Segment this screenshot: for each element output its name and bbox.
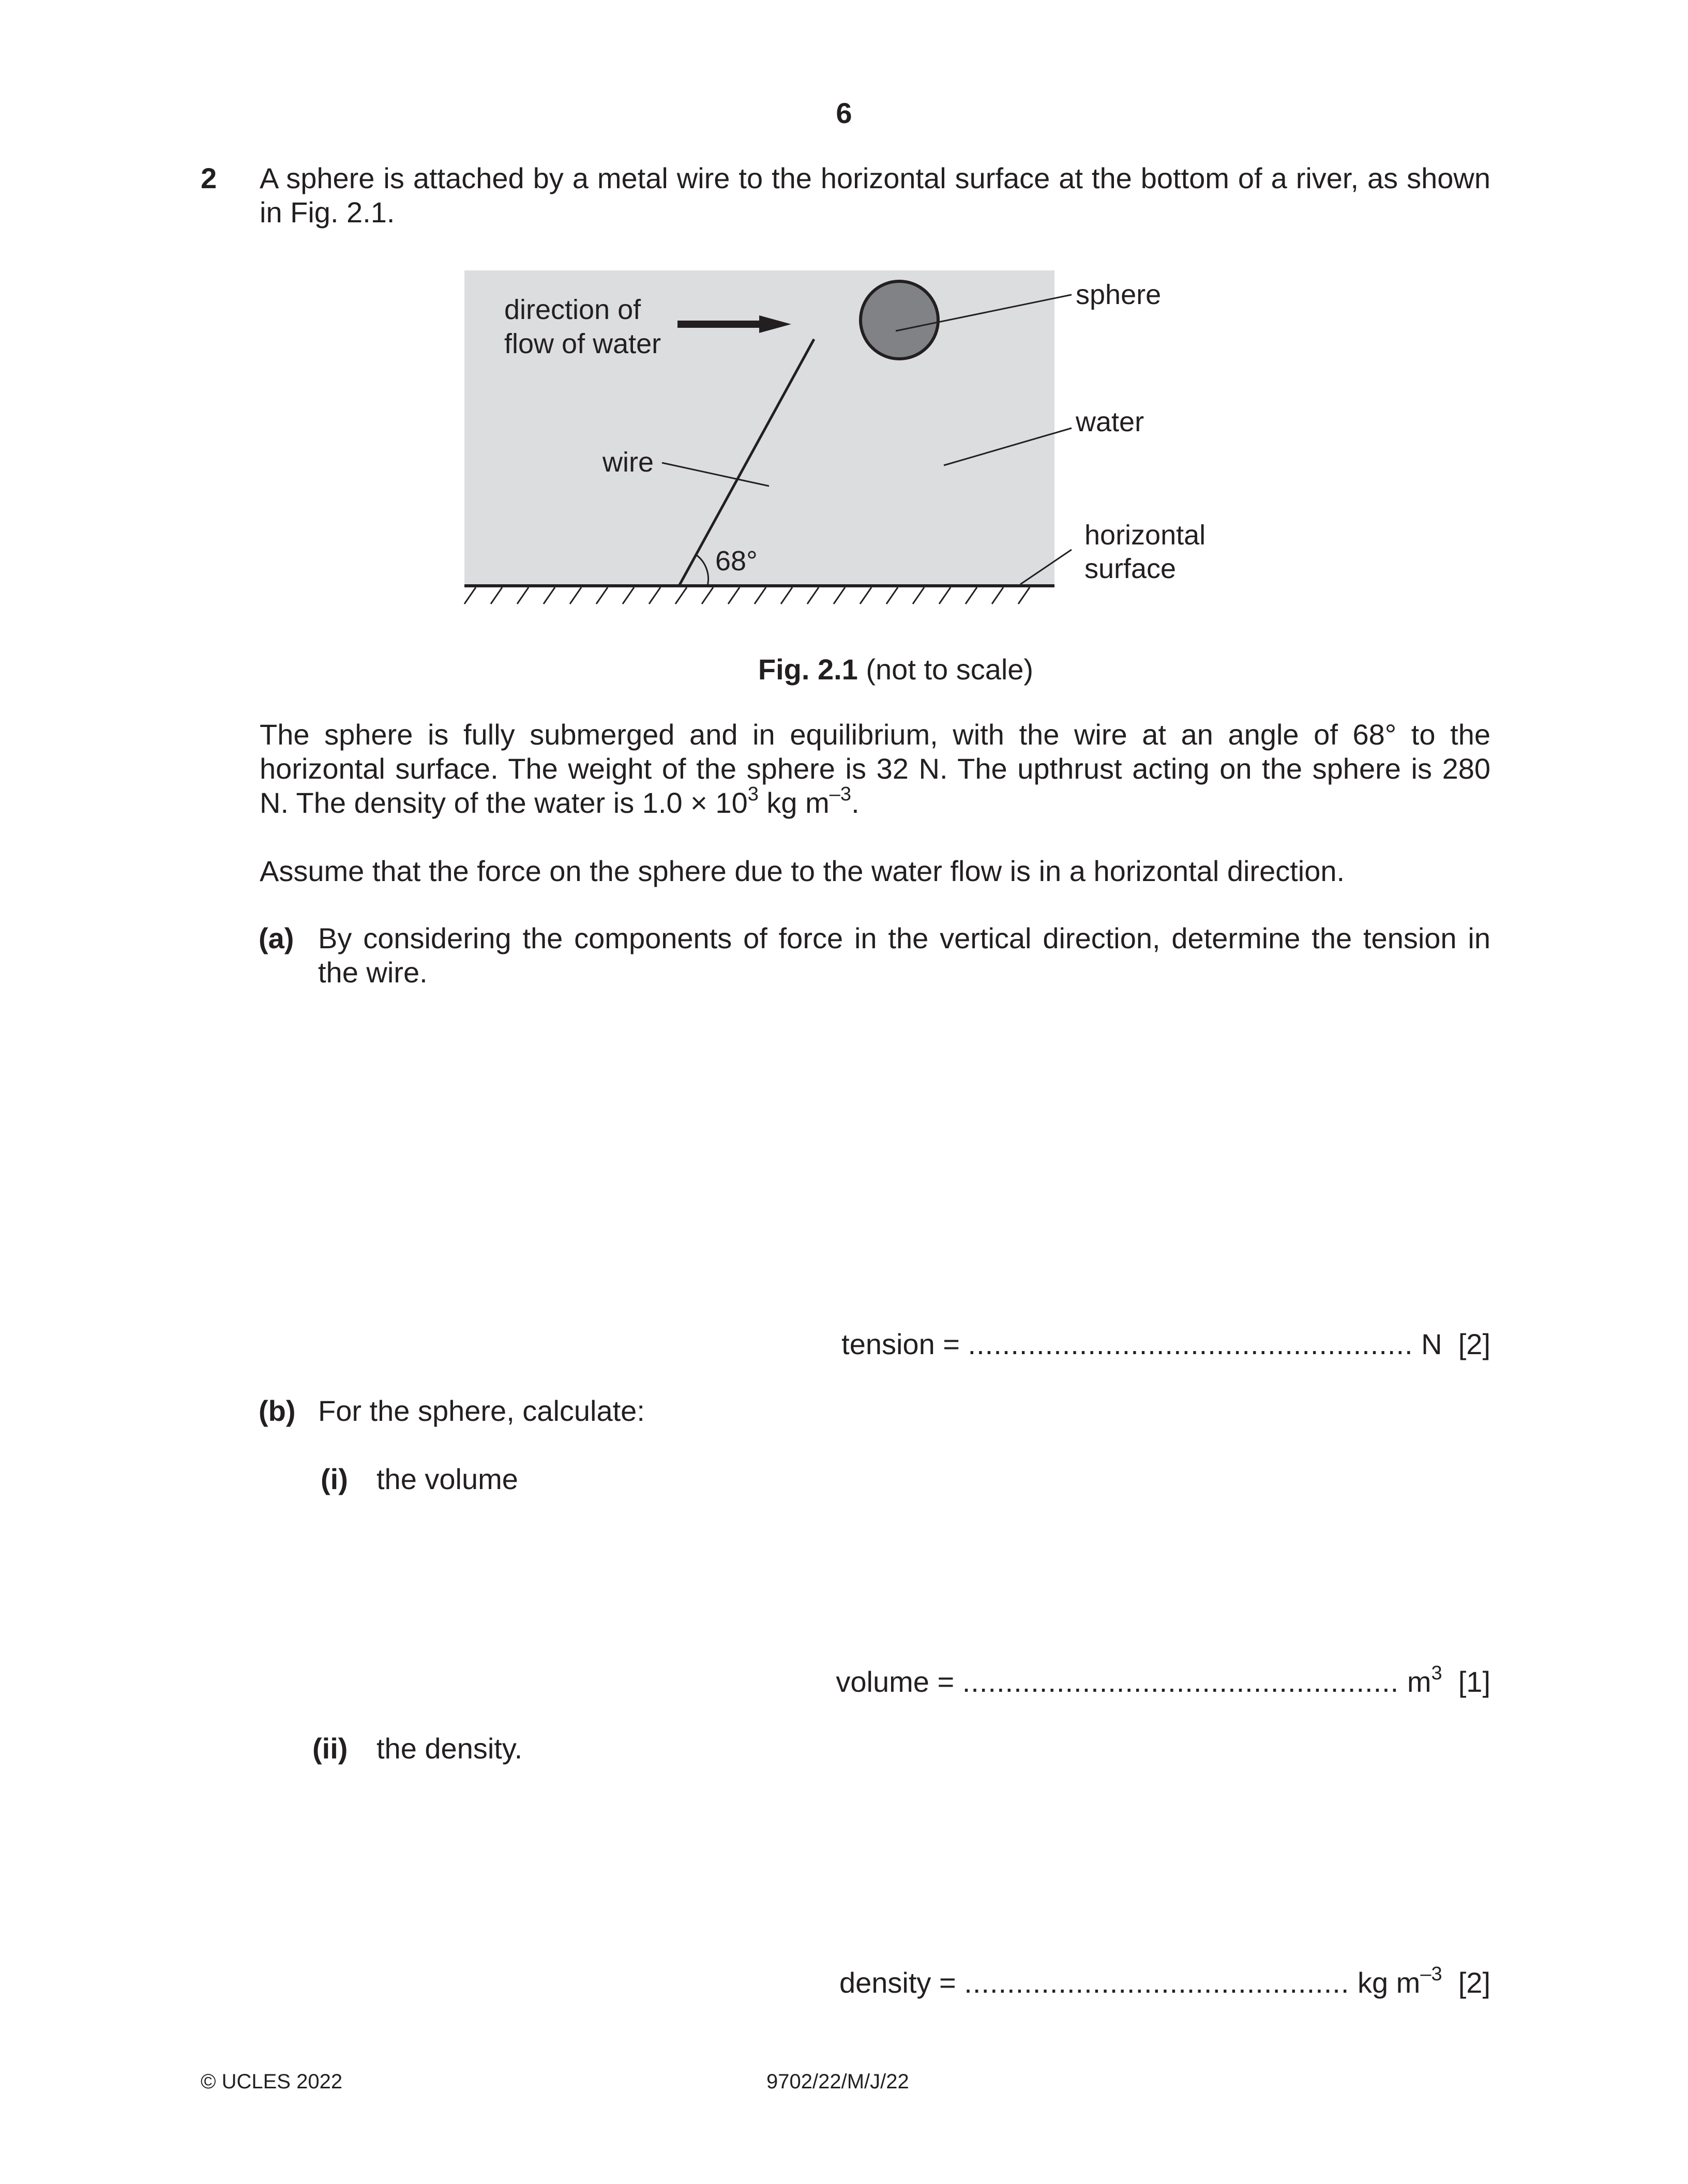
density-unit-exponent: –3 <box>1420 1963 1442 1985</box>
part-b-ii-text: the density. <box>376 1732 523 1765</box>
part-b-text: For the sphere, calculate: <box>318 1394 645 1427</box>
hatch-mark <box>728 587 740 604</box>
volume-unit: m <box>1407 1665 1431 1698</box>
hatch-mark <box>623 587 634 604</box>
stem-end: . <box>851 786 860 819</box>
part-a-label: (a) <box>259 922 294 954</box>
hatch-mark <box>781 587 792 604</box>
volume-marks: [1] <box>1458 1665 1490 1698</box>
sphere-label: sphere <box>1076 279 1162 310</box>
caption-note: (not to scale) <box>857 653 1034 686</box>
hatch-mark <box>992 587 1003 604</box>
part-b-i-label: (i) <box>321 1463 348 1495</box>
hatch-mark <box>913 587 924 604</box>
angle-label: 68° <box>715 545 758 577</box>
hatch-mark <box>675 587 687 604</box>
hatch-mark <box>570 587 581 604</box>
density-answer-field[interactable]: ............................................. <box>964 1966 1350 1999</box>
hatch-mark <box>834 587 845 604</box>
stem-unit-exponent: –3 <box>829 783 852 806</box>
tension-marks: [2] <box>1458 1328 1490 1360</box>
sphere <box>861 281 938 359</box>
tension-answer-field[interactable]: .................................................... <box>968 1328 1413 1360</box>
hatch-mark <box>1018 587 1030 604</box>
hatch-mark <box>886 587 898 604</box>
page-number: 6 <box>836 97 852 129</box>
density-marks: [2] <box>1458 1966 1490 1999</box>
density-answer-line <box>839 1963 1490 2000</box>
hatch-mark <box>807 587 819 604</box>
hatch-mark <box>464 587 476 604</box>
tension-answer-line <box>841 1327 1490 1361</box>
question-stem <box>260 718 1490 820</box>
hatch-mark <box>966 587 977 604</box>
assumption-text: Assume that the force on the sphere due to the water flow is in a horizontal direction. <box>260 855 1345 887</box>
hatch-mark <box>517 587 529 604</box>
footer-paper-code: 9702/22/M/J/22 <box>766 2070 909 2093</box>
hatch-mark <box>939 587 951 604</box>
volume-answer-field[interactable]: ................................................... <box>962 1665 1399 1698</box>
hatch-mark <box>491 587 502 604</box>
flow-label-line1: direction of <box>504 294 641 325</box>
part-b-label: (b) <box>259 1394 296 1427</box>
hatch-mark <box>596 587 608 604</box>
density-label: density = <box>839 1966 964 1999</box>
figure-caption <box>0 653 1688 687</box>
surface-hatching <box>464 587 1030 604</box>
stem-exponent: 3 <box>747 783 759 806</box>
surface-label-line2: surface <box>1084 553 1177 584</box>
volume-unit-exponent: 3 <box>1431 1662 1442 1685</box>
flow-label-line2: flow of water <box>504 328 661 359</box>
part-b-i-text: the volume <box>376 1463 518 1495</box>
question-intro: A sphere is attached by a metal wire to the horizontal surface at the bottom of a river, as shown in Fig. 2.1. <box>260 162 1490 229</box>
caption-figure-number: Fig. 2.1 <box>758 653 858 686</box>
part-a-text: By considering the components of force in the vertical direction, determine the tension in the wire. <box>318 922 1490 989</box>
hatch-mark <box>860 587 871 604</box>
water-label: water <box>1076 406 1144 437</box>
volume-label: volume = <box>836 1665 962 1698</box>
volume-answer-line <box>836 1662 1490 1699</box>
question-number: 2 <box>201 162 217 194</box>
figure-2-1 <box>455 259 1293 620</box>
surface-label-line1: horizontal <box>1084 520 1206 551</box>
footer-copyright: © UCLES 2022 <box>201 2070 343 2093</box>
stem-unit: kg m <box>758 786 830 819</box>
hatch-mark <box>544 587 555 604</box>
hatch-mark <box>702 587 713 604</box>
hatch-mark <box>649 587 660 604</box>
tension-label: tension = <box>841 1328 968 1360</box>
hatch-mark <box>755 587 766 604</box>
stem-text: The sphere is fully submerged and in equilibrium, with the wire at an angle of 68° to the horizontal surface. The weight of the sphere is 32 N. The upthrust acting on the sphere is 280 N. The density of the water is 1.0 × 10 <box>260 718 1490 819</box>
wire-label: wire <box>602 447 654 478</box>
part-b-ii-label: (ii) <box>312 1732 348 1765</box>
density-unit: kg m <box>1357 1966 1421 1999</box>
tension-unit: N <box>1421 1328 1442 1360</box>
